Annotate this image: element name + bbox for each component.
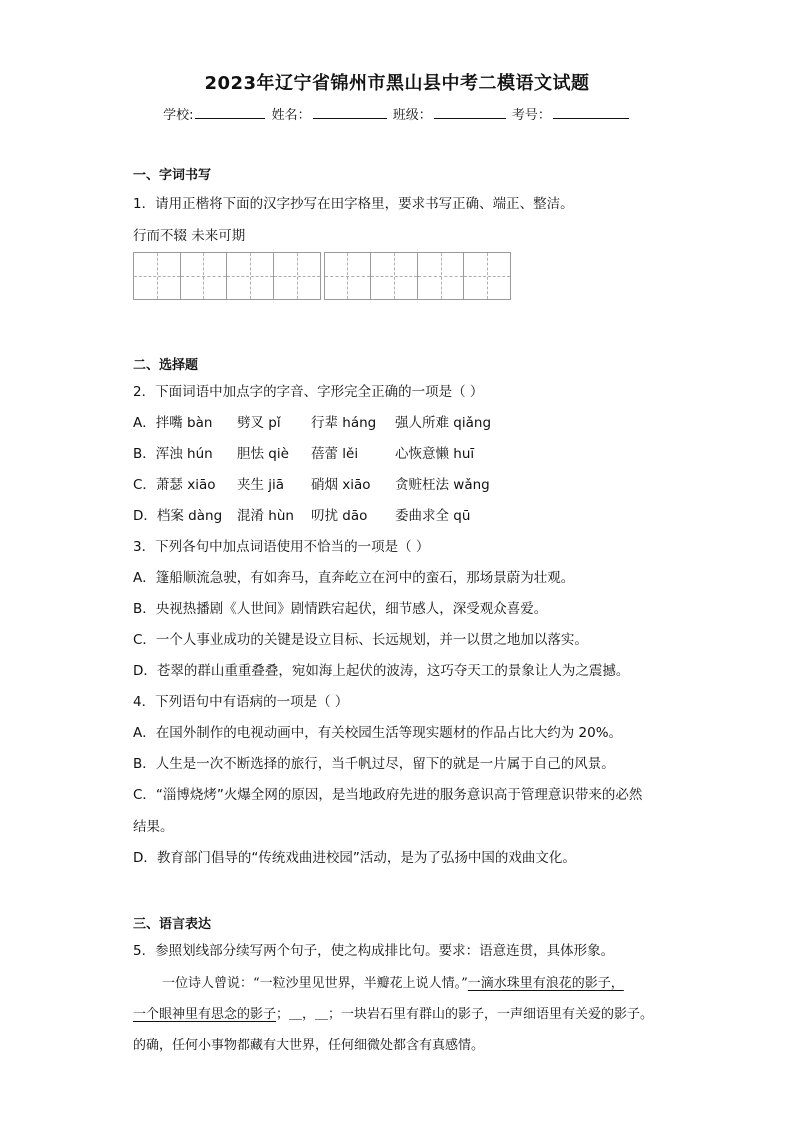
underlined-example-1: 一滴水珠里有浪花的影子， (467, 976, 624, 991)
class-blank[interactable] (434, 105, 506, 119)
grid-cell[interactable] (370, 252, 417, 300)
question-4-option-b[interactable]: B．人生是一次不断选择的旅行，当千帆过尽，留下的就是一片属于自己的风景。 (133, 756, 615, 772)
question-3-option-a[interactable]: A．篷船顺流急驶，有如奔马，直奔屹立在河中的蛮石，那场景蔚为壮观。 (133, 570, 575, 586)
exam-no-blank[interactable] (553, 105, 629, 119)
question-4-option-a[interactable]: A．在国外制作的电视动画中，有关校园生活等现实题材的作品占比大约为 20%。 (133, 725, 623, 741)
question-2-option-c[interactable]: C．萧瑟 xiāo 夹生 jiā 硝烟 xiāo 贪赃枉法 wǎng (133, 477, 490, 493)
copy-text: 行而不辍 未来可期 (133, 228, 246, 244)
question-2-stem: 2．下面词语中加点字的字音、字形完全正确的一项是（ ） (133, 384, 484, 400)
grid-cell[interactable] (324, 252, 371, 300)
tianzige-grid[interactable] (133, 252, 511, 300)
question-2-option-d[interactable]: D．档案 dàng 混淆 hùn 叨扰 dāo 委曲求全 qū (133, 508, 471, 524)
name-label: 姓名： (271, 108, 311, 123)
exam-no-label: 考号： (511, 108, 551, 123)
school-blank[interactable] (195, 105, 265, 119)
passage-line-1: 一位诗人曾说：“一粒沙里见世界，半瓣花上说人情。”一滴水珠里有浪花的影子， (162, 976, 624, 991)
grid-cell[interactable] (133, 252, 180, 300)
question-4-option-c-continued: 结果。 (133, 819, 174, 835)
passage-line-3: 的确，任何小事物都藏有大世界，任何细微处都含有真感情。 (133, 1038, 485, 1053)
question-3-option-c[interactable]: C．一个人事业成功的关键是设立目标、长远规划，并一以贯之地加以落实。 (133, 632, 588, 648)
underlined-example-2: 一个眼神里有思念的影子 (133, 1007, 277, 1022)
question-4-option-d[interactable]: D．教育部门倡导的“传统戏曲进校园”活动，是为了弘扬中国的戏曲文化。 (133, 850, 576, 866)
question-4-option-c[interactable]: C．“淄博烧烤”火爆全网的原因，是当地政府先进的服务意识高于管理意识带来的必然 (133, 787, 643, 803)
question-3-option-b[interactable]: B．央视热播剧《人世间》剧情跌宕起伏，细节感人，深受观众喜爱。 (133, 601, 548, 617)
section-3-heading: 三、语言表达 (133, 917, 212, 932)
section-2-heading: 二、选择题 (133, 358, 199, 373)
question-4-stem: 4．下列语句中有语病的一项是（ ） (133, 694, 349, 710)
fill-in-blanks[interactable]: ；＿，＿；一块岩石里有群山的影子，一声细语里有关爱的影子。 (276, 1007, 654, 1022)
question-5-stem: 5．参照划线部分续写两个句子，使之构成排比句。要求：语意连贯，具体形象。 (133, 943, 615, 959)
question-2-option-b[interactable]: B．浑浊 hún 胆怯 qiè 蓓蕾 lěi 心恢意懒 huī (133, 446, 475, 462)
question-3-stem: 3．下列各句中加点词语使用不恰当的一项是（ ） (133, 539, 430, 555)
class-label: 班级： (392, 108, 432, 123)
question-1: 1．请用正楷将下面的汉字抄写在田字格里，要求书写正确、端正、整洁。 (133, 196, 574, 212)
page-title: 2023年辽宁省锦州市黑山县中考二模语文试题 (204, 73, 590, 94)
question-3-option-d[interactable]: D．苍翠的群山重重叠叠，宛如海上起伏的波涛，这巧夺天工的景象让人为之震撼。 (133, 663, 630, 679)
grid-cell[interactable] (417, 252, 464, 300)
school-label: 学校: (163, 108, 194, 123)
grid-cell[interactable] (180, 252, 227, 300)
question-2-option-a[interactable]: A．拌嘴 bàn 劈叉 pǐ 行辈 háng 强人所难 qiǎng (133, 415, 492, 431)
student-info-line (0, 104, 794, 123)
passage-line-2 (133, 1003, 653, 1022)
section-1-heading: 一、字词书写 (133, 168, 212, 183)
grid-cell[interactable] (273, 252, 321, 300)
name-blank[interactable] (313, 105, 387, 119)
grid-cell[interactable] (226, 252, 273, 300)
grid-cell[interactable] (463, 252, 511, 300)
